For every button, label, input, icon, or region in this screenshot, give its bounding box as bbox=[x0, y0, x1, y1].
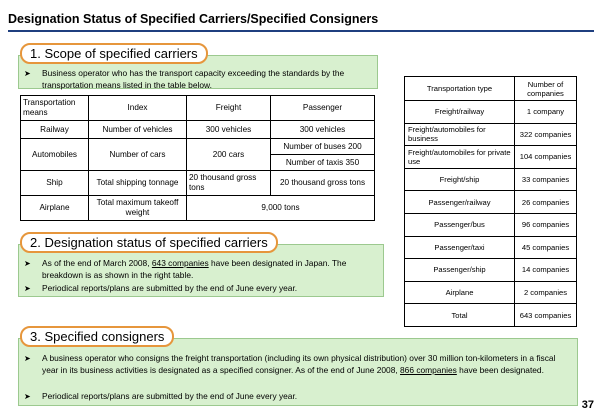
table-cell: 9,000 tons bbox=[187, 196, 375, 221]
breakdown-count: 1 company bbox=[515, 101, 577, 124]
consigner-count-link: 866 companies bbox=[400, 364, 457, 375]
breakdown-type: Freight/railway bbox=[405, 101, 515, 124]
header-cell: Number of companies bbox=[515, 77, 577, 101]
breakdown-count: 104 companies bbox=[515, 146, 577, 169]
breakdown-row bbox=[405, 259, 577, 282]
breakdown-count: 45 companies bbox=[515, 236, 577, 259]
breakdown-row bbox=[405, 191, 577, 214]
section1-bullet-text: Business operator who has the transport capacity exceeding the standards by the transportation means listed in the table below. bbox=[42, 68, 345, 90]
breakdown-count: 33 companies bbox=[515, 168, 577, 191]
header-cell: Transportation means bbox=[21, 96, 89, 121]
breakdown-row bbox=[405, 168, 577, 191]
breakdown-count: 322 companies bbox=[515, 123, 577, 146]
breakdown-type: Freight/ship bbox=[405, 168, 515, 191]
breakdown-type: Passenger/bus bbox=[405, 213, 515, 236]
table-cell: 20 thousand gross tons bbox=[271, 171, 375, 196]
breakdown-count: 643 companies bbox=[515, 304, 577, 327]
section3-bullet-1 bbox=[24, 353, 574, 376]
header-cell: Passenger bbox=[271, 96, 375, 121]
table-cell: Number of vehicles bbox=[89, 121, 187, 139]
breakdown-count: 14 companies bbox=[515, 259, 577, 282]
table-cell: Automobiles bbox=[21, 139, 89, 171]
table-row bbox=[21, 139, 375, 155]
table-row bbox=[21, 171, 375, 196]
section3-heading: 3. Specified consigners bbox=[20, 326, 174, 347]
breakdown-count: 26 companies bbox=[515, 191, 577, 214]
breakdown-type: Passenger/ship bbox=[405, 259, 515, 282]
section2-bullet-1-text: As of the end of March 2008, 643 companies have been designated in Japan. The breakdown is as shown in the right table. bbox=[42, 258, 347, 280]
section3-bullet-2-text: Periodical reports/plans are submitted by the end of June every year. bbox=[42, 391, 298, 401]
arrowhead-bullet-icon: ➤ bbox=[24, 354, 31, 363]
breakdown-header-row bbox=[405, 77, 577, 101]
section1-heading: 1. Scope of specified carriers bbox=[20, 43, 208, 64]
section2-bullet-2 bbox=[24, 283, 379, 295]
page-number: 37 bbox=[581, 399, 594, 411]
designated-count-link: 643 companies bbox=[151, 258, 209, 268]
section2-heading: 2. Designation status of specified carriers bbox=[20, 232, 278, 253]
arrowhead-bullet-icon: ➤ bbox=[24, 259, 31, 268]
breakdown-type: Total bbox=[405, 304, 515, 327]
breakdown-table bbox=[404, 76, 577, 327]
title-divider bbox=[8, 30, 594, 32]
table-cell: 200 cars bbox=[187, 139, 271, 171]
breakdown-row bbox=[405, 304, 577, 327]
section1-bullet bbox=[24, 68, 374, 91]
table-header-row bbox=[21, 96, 375, 121]
table-cell: Airplane bbox=[21, 196, 89, 221]
table-row bbox=[21, 121, 375, 139]
table-cell: Number of taxis 350 bbox=[271, 155, 375, 171]
table-cell: Total maximum takeoff weight bbox=[89, 196, 187, 221]
section3-bullet-1-text: A business operator who consigns the freight transportation (including its own physical distribution) over 30 million ton-kilometers in a fiscal year in its business activities is designated as a specified consigner. As of the end of June 2008, 866 companies have been designated. bbox=[42, 353, 556, 375]
table-cell: 300 vehicles bbox=[187, 121, 271, 139]
header-cell: Index bbox=[89, 96, 187, 121]
breakdown-type: Passenger/railway bbox=[405, 191, 515, 214]
section2-bullet-2-text: Periodical reports/plans are submitted by the end of June every year. bbox=[42, 283, 298, 293]
breakdown-row bbox=[405, 213, 577, 236]
table-cell: Number of cars bbox=[89, 139, 187, 171]
breakdown-type: Freight/automobiles for private use bbox=[405, 146, 515, 169]
table-cell: Ship bbox=[21, 171, 89, 196]
page-title: Designation Status of Specified Carriers/Specified Consigners bbox=[8, 12, 379, 26]
breakdown-count: 96 companies bbox=[515, 213, 577, 236]
table-cell: Number of buses 200 bbox=[271, 139, 375, 155]
section2-bullet-1 bbox=[24, 258, 379, 281]
breakdown-type: Passenger/taxi bbox=[405, 236, 515, 259]
breakdown-row bbox=[405, 101, 577, 124]
table-cell: 20 thousand gross tons bbox=[187, 171, 271, 196]
table-cell: 300 vehicles bbox=[271, 121, 375, 139]
table-cell: Railway bbox=[21, 121, 89, 139]
breakdown-type: Freight/automobiles for business bbox=[405, 123, 515, 146]
header-cell: Transportation type bbox=[405, 77, 515, 101]
header-cell: Freight bbox=[187, 96, 271, 121]
breakdown-row bbox=[405, 281, 577, 304]
arrowhead-bullet-icon: ➤ bbox=[24, 284, 31, 293]
breakdown-count: 2 companies bbox=[515, 281, 577, 304]
breakdown-type: Airplane bbox=[405, 281, 515, 304]
arrowhead-bullet-icon: ➤ bbox=[24, 69, 31, 78]
breakdown-row bbox=[405, 146, 577, 169]
section3-bullet-2 bbox=[24, 391, 574, 403]
arrowhead-bullet-icon: ➤ bbox=[24, 392, 31, 401]
breakdown-row bbox=[405, 123, 577, 146]
table-cell: Total shipping tonnage bbox=[89, 171, 187, 196]
carrier-scope-table bbox=[20, 95, 375, 221]
breakdown-row bbox=[405, 236, 577, 259]
table-row bbox=[21, 196, 375, 221]
